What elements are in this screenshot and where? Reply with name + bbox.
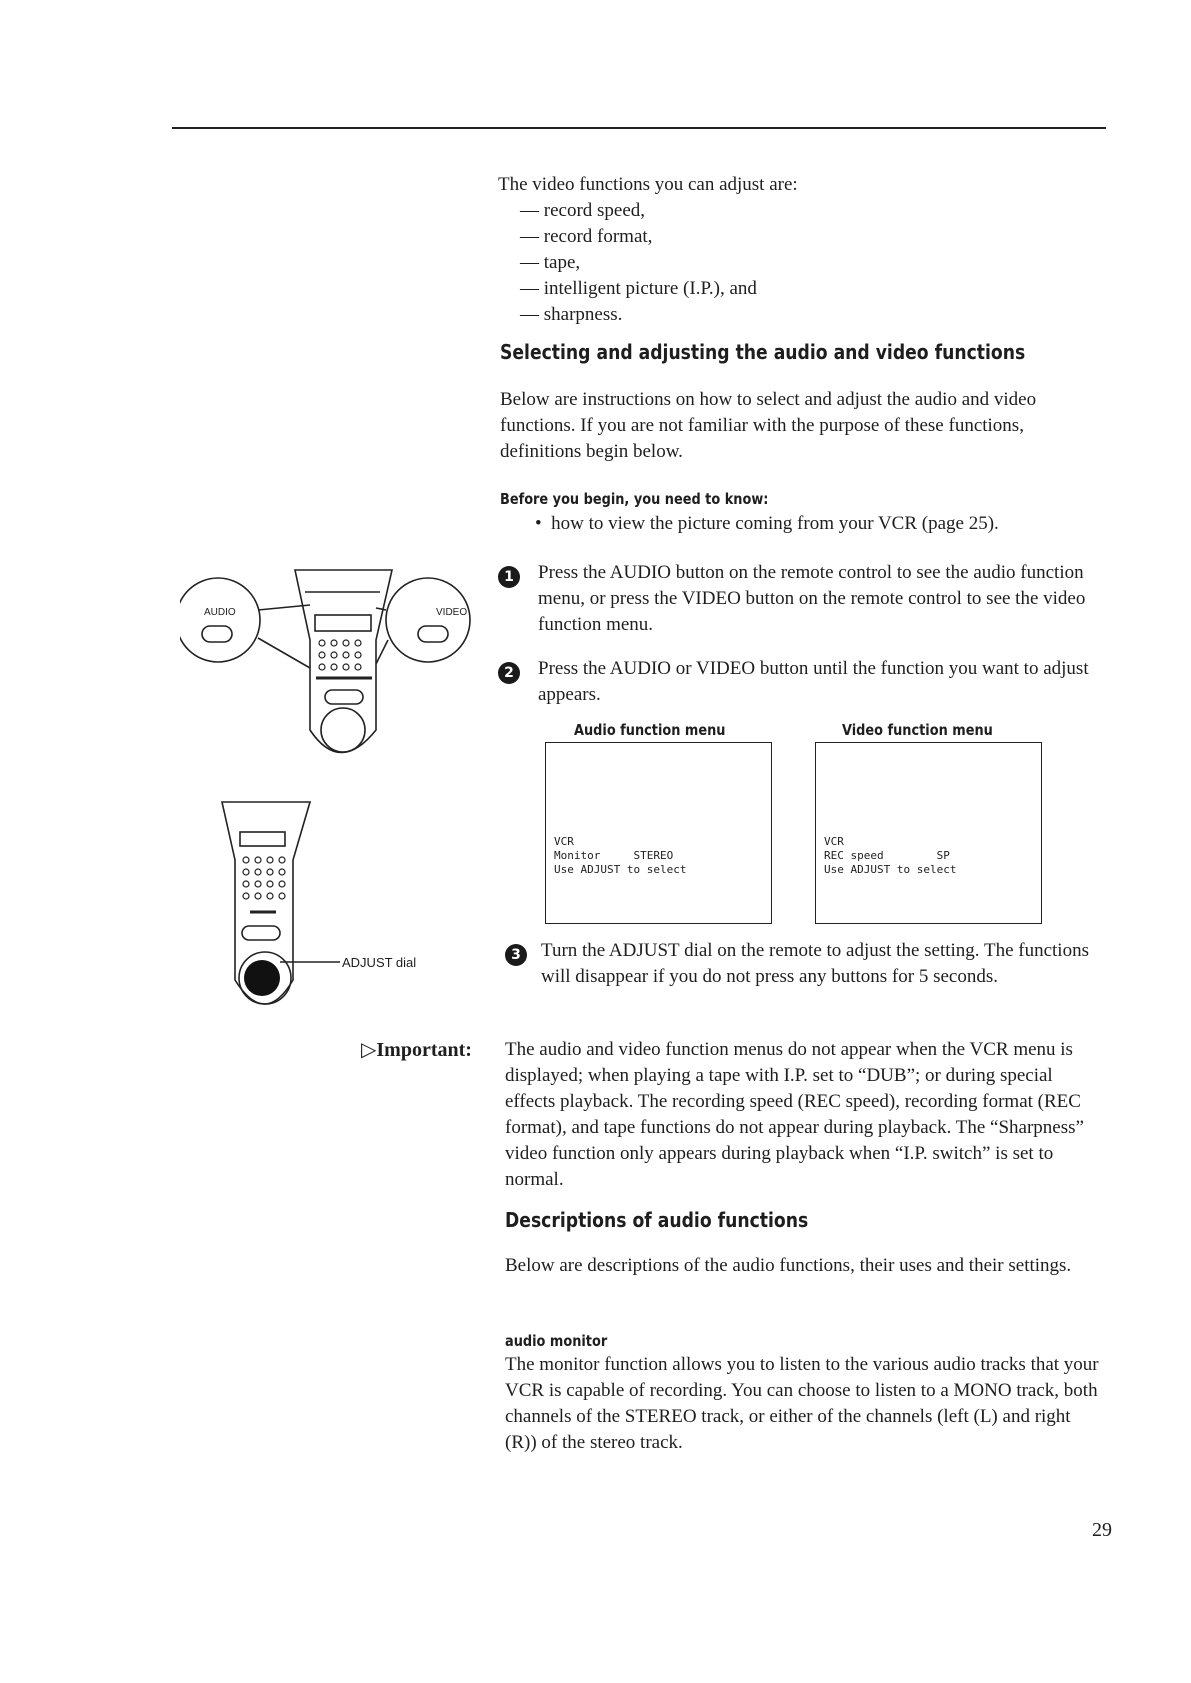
before-item-text: how to view the picture coming from your VCR (page 25). <box>551 513 999 534</box>
top-rule <box>172 127 1106 129</box>
audio-menu-line: VCR <box>554 835 574 848</box>
audio-monitor-paragraph: The monitor function allows you to listen to the various audio tracks that your VCR is capable of recording. You can choose to listen to a MONO track, both channels of the STEREO track, or either of the channels (left (L) and right (R)) of the stereo track. <box>505 1354 1099 1453</box>
list-item: — intelligent picture (I.P.), and <box>520 276 1058 302</box>
video-menu-caption: Video function menu <box>842 721 993 739</box>
audio-callout-label: AUDIO <box>204 607 236 618</box>
section2-paragraph: Below are descriptions of the audio functions, their uses and their settings. <box>505 1255 1072 1276</box>
audio-monitor-heading: audio monitor <box>505 1332 608 1350</box>
step-number: 1 <box>498 566 520 588</box>
before-item <box>535 511 1105 537</box>
audio-menu-screen <box>545 742 772 924</box>
page-number: 29 <box>1092 1519 1112 1541</box>
important-label <box>361 1037 472 1063</box>
video-menu-line: REC speed SP <box>824 849 950 862</box>
audio-menu-line: Use ADJUST to select <box>554 863 687 876</box>
intro-list <box>520 198 1058 328</box>
list-item: — record speed, <box>520 198 1058 224</box>
list-item: — record format, <box>520 224 1058 250</box>
step-number: 3 <box>505 944 527 966</box>
video-callout-label: VIDEO <box>436 607 468 618</box>
step-2-text: Press the AUDIO or VIDEO button until the function you want to adjust appears. <box>538 658 1089 705</box>
step-1-text: Press the AUDIO button on the remote control to see the audio function menu, or press the VIDEO button on the remote control to see the video function menu. <box>538 562 1086 635</box>
important-text: The audio and video function menus do not appear when the VCR menu is displayed; when playing a tape with I.P. set to “DUB”; or during special effects playback. The recording speed (REC speed), recording format (REC format), and tape functions do not appear during playback. The “Sharpness” video function only appears during playback when “I.P. switch” is set to normal. <box>505 1039 1084 1190</box>
section-heading-selecting: Selecting and adjusting the audio and video functions <box>500 340 1026 364</box>
intro-block <box>498 172 1058 328</box>
before-heading: Before you begin, you need to know: <box>500 490 769 508</box>
bullet-dot: • <box>535 513 552 534</box>
list-item: — tape, <box>520 250 1058 276</box>
video-menu-screen <box>815 742 1042 924</box>
remote-illustration <box>180 560 500 1030</box>
video-callout <box>376 578 470 664</box>
step-number: 2 <box>498 662 520 684</box>
pointer-icon: ▷ <box>361 1039 377 1061</box>
audio-menu-line: Monitor STEREO <box>554 849 674 862</box>
audio-menu-caption: Audio function menu <box>574 721 726 739</box>
intro-lead: The video functions you can adjust are: <box>498 174 798 195</box>
section-heading-descriptions: Descriptions of audio functions <box>505 1208 809 1232</box>
step-3-text: Turn the ADJUST dial on the remote to adjust the setting. The functions will disappear if you do not press any buttons for 5 seconds. <box>541 940 1089 987</box>
adjust-dial-label: ADJUST dial <box>342 955 417 970</box>
list-item: — sharpness. <box>520 302 1058 328</box>
adjust-dial-icon <box>244 960 280 996</box>
video-menu-line: VCR <box>824 835 844 848</box>
section1-paragraph: Below are instructions on how to select and adjust the audio and video functions. If you are not familiar with the purpose of these functions, definitions begin below. <box>500 389 1037 462</box>
audio-callout <box>180 578 310 668</box>
video-menu-line: Use ADJUST to select <box>824 863 957 876</box>
important-label-text: Important: <box>376 1039 472 1061</box>
